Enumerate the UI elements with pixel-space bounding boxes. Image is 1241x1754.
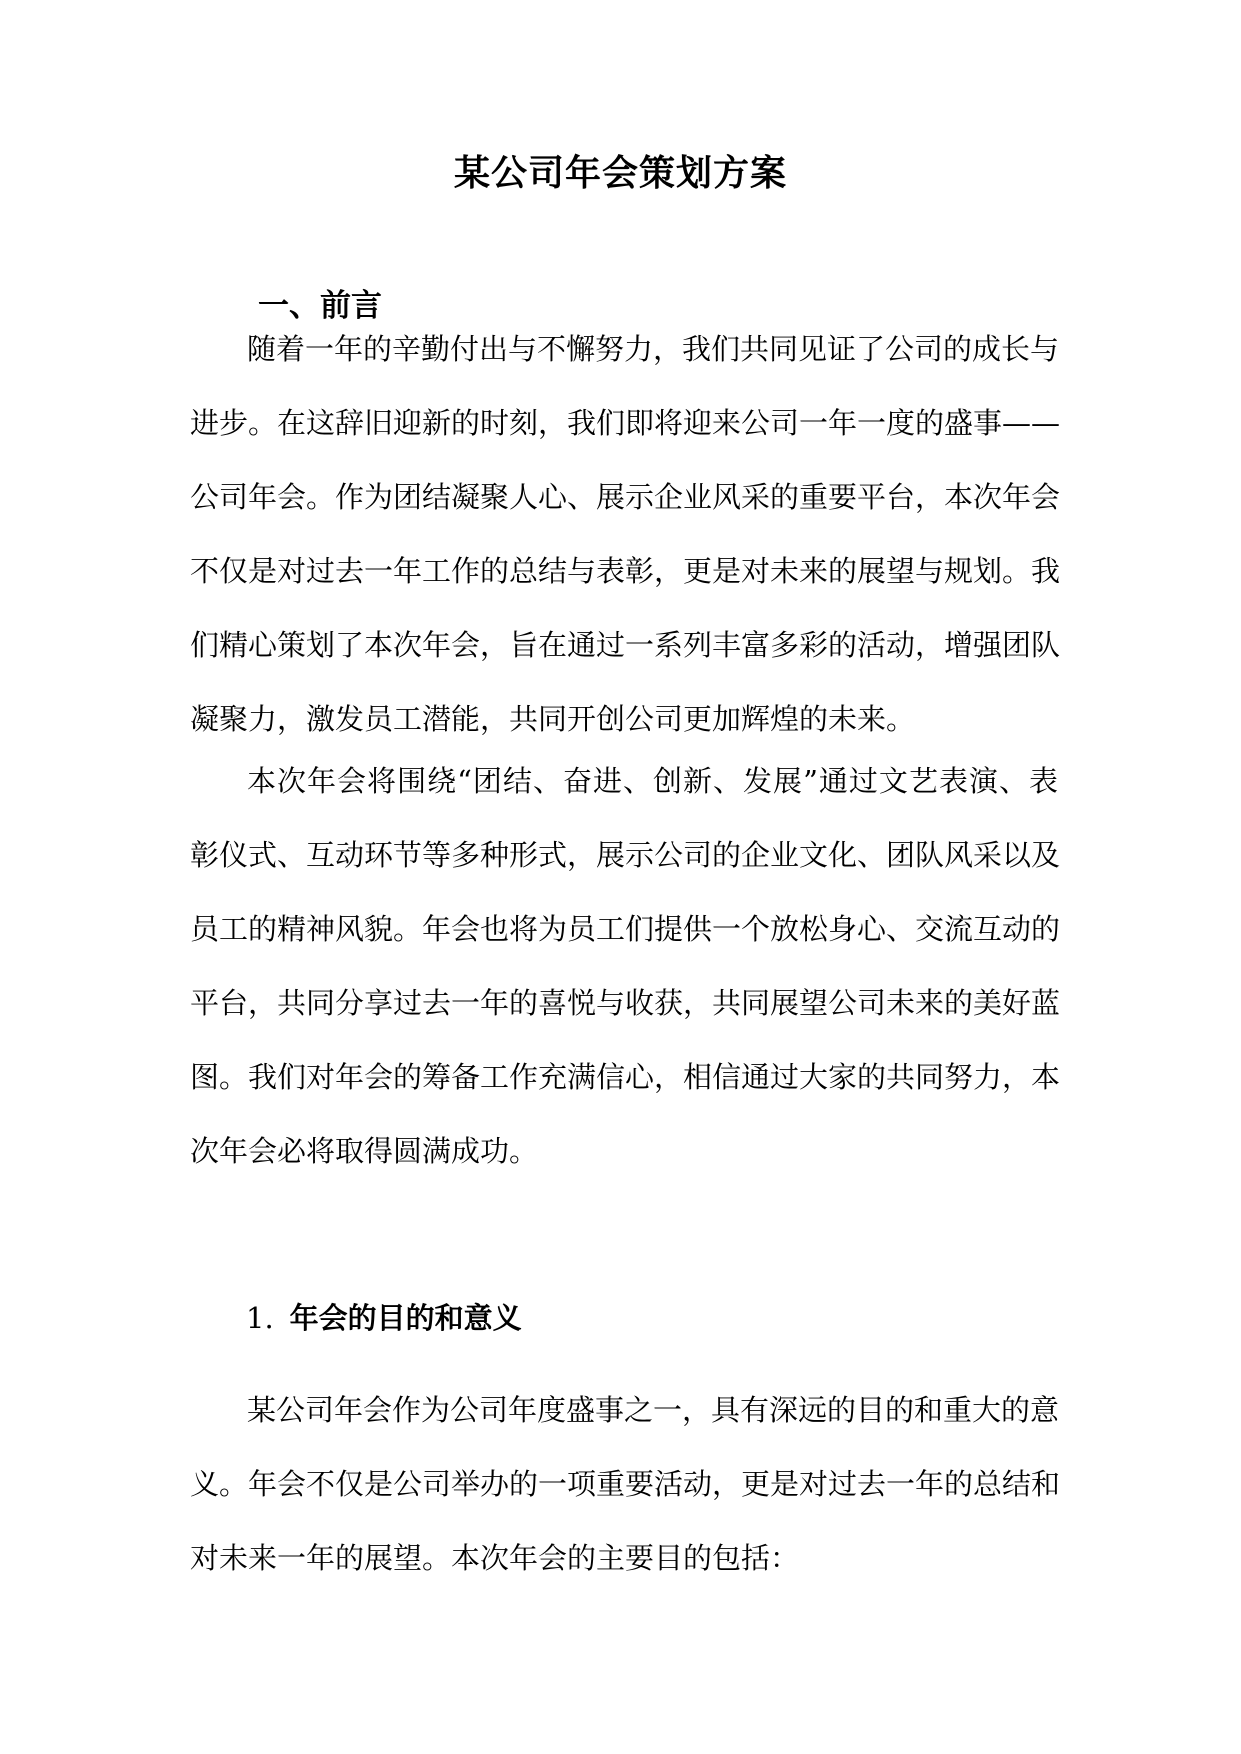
paragraph-line: 某公司年会作为公司年度盛事之一，具有深远的目的和重大的意 (247, 1393, 1060, 1427)
paragraph-line: 随着一年的辛勤付出与不懈努力，我们共同见证了公司的成长与 (247, 332, 1060, 366)
paragraph-line: 凝聚力，激发员工潜能，共同开创公司更加辉煌的未来。 (190, 702, 916, 736)
document-title: 某公司年会策划方案 (453, 152, 787, 194)
paragraph-line: 义。年会不仅是公司举办的一项重要活动，更是对过去一年的总结和 (190, 1467, 1061, 1501)
subsection-title: 年会的目的和意义 (289, 1301, 522, 1335)
paragraph-line: 们精心策划了本次年会，旨在通过一系列丰富多彩的活动，增强团队 (190, 628, 1061, 662)
paragraph-line: 对未来一年的展望。本次年会的主要目的包括： (190, 1541, 800, 1575)
paragraph-line: 彰仪式、互动环节等多种形式，展示公司的企业文化、团队风采以及 (190, 838, 1061, 872)
subsection-number: 1. (246, 1301, 274, 1335)
preface-paragraph-2 (190, 744, 1061, 1188)
preface-paragraph-1 (190, 312, 1061, 756)
subsection-heading-purpose (246, 1297, 522, 1339)
paragraph-line: 图。我们对年会的筹备工作充满信心，相信通过大家的共同努力，本 (190, 1060, 1061, 1094)
purpose-paragraph (190, 1373, 1061, 1595)
paragraph-line: 公司年会。作为团结凝聚人心、展示企业风采的重要平台，本次年会 (190, 480, 1061, 514)
paragraph-line: 员工的精神风貌。年会也将为员工们提供一个放松身心、交流互动的 (190, 912, 1061, 946)
paragraph-line: 平台，共同分享过去一年的喜悦与收获，共同展望公司未来的美好蓝 (190, 986, 1061, 1020)
paragraph-line: 不仅是对过去一年工作的总结与表彰，更是对未来的展望与规划。我 (190, 554, 1061, 588)
paragraph-line: 本次年会将围绕“团结、奋进、创新、发展”通过文艺表演、表 (247, 764, 1058, 798)
paragraph-line: 进步。在这辞旧迎新的时刻，我们即将迎来公司一年一度的盛事—— (190, 406, 1061, 440)
section-heading-preface: 一、前言 (258, 288, 382, 324)
paragraph-line: 次年会必将取得圆满成功。 (190, 1134, 539, 1168)
